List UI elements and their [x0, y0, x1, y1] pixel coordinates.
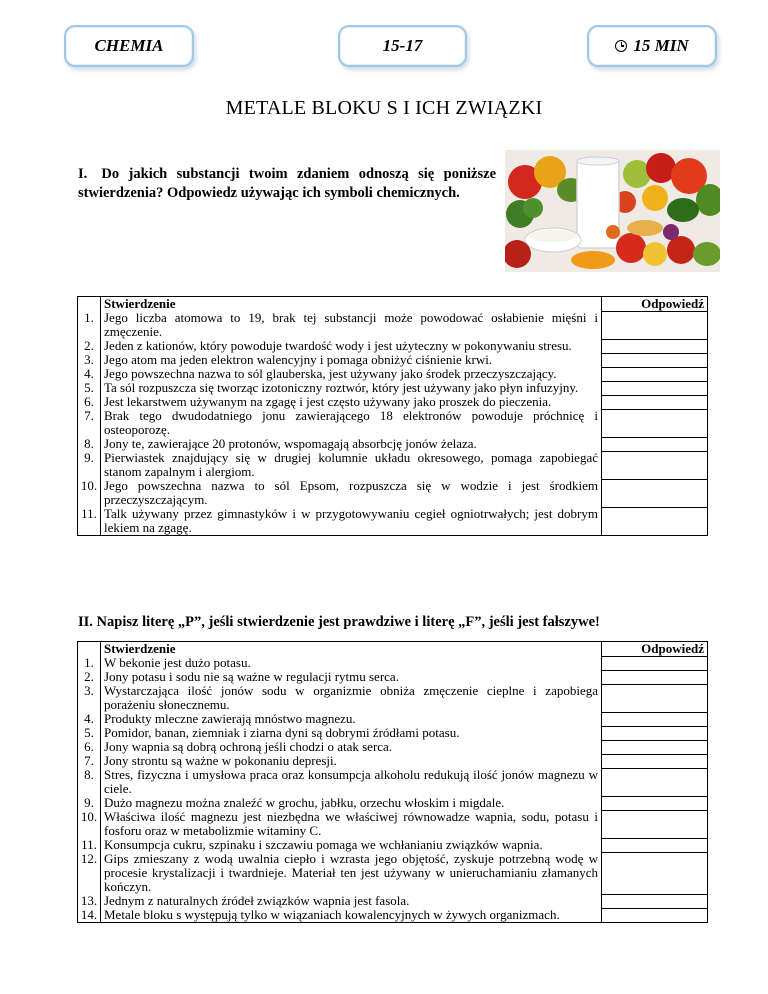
- subject-label: CHEMIA: [94, 36, 164, 55]
- answer-cell[interactable]: [602, 656, 707, 670]
- row-number: 10.: [80, 809, 98, 824]
- answer-cell[interactable]: [602, 754, 707, 768]
- table-section-1: [77, 296, 708, 536]
- row-number: 13.: [80, 893, 98, 908]
- answer-cell[interactable]: [602, 353, 707, 367]
- answer-cell[interactable]: [602, 908, 707, 922]
- food-photo-illustration: [505, 150, 720, 272]
- row-number: 14.: [80, 907, 98, 922]
- section-1-number: I.: [78, 166, 88, 182]
- statement-text: Konsumpcja cukru, szpinaku i szczawiu pomaga we wchłanianiu związków wapnia.: [104, 837, 543, 852]
- statement-text: Jego powszechna nazwa to sól glauberska, jest używany jako środek przeczyszczający.: [104, 366, 557, 381]
- statement-text: Jest lekarstwem używanym na zgagę i jest często używany jako proszek do pieczenia.: [104, 394, 552, 409]
- row-number: 4.: [84, 711, 94, 726]
- answer-cell[interactable]: [602, 451, 707, 479]
- answer-cell[interactable]: [602, 367, 707, 381]
- row-number: 4.: [84, 366, 94, 381]
- row-number: 2.: [84, 669, 94, 684]
- row-number: 11.: [81, 837, 97, 852]
- row-number: 5.: [84, 725, 94, 740]
- page-title: METALE BLOKU S I ICH ZWIĄZKI: [225, 97, 543, 119]
- statement-column-header: Stwierdzenie: [104, 641, 176, 656]
- age-badge: [338, 25, 467, 67]
- statement-text: Jego atom ma jeden elektron walencyjny i pomaga obniżyć ciśnienie krwi.: [104, 352, 493, 367]
- section-2-heading: [78, 613, 738, 632]
- statement-text: Jednym z naturalnych źródeł związków wapnia jest fasola.: [104, 893, 410, 908]
- statement-text: Jego powszechna nazwa to sól Epsom, rozpuszcza się w wodzie i jest środkiem przeczyszczającym.: [104, 478, 598, 507]
- statement-text: W bekonie jest dużo potasu.: [104, 655, 251, 670]
- answer-cell[interactable]: [602, 311, 707, 339]
- statement-text: Metale bloku s występują tylko w wiązaniach kowalencyjnych w żywych organizmach.: [104, 907, 560, 922]
- food-photo: [505, 150, 720, 272]
- answer-cell[interactable]: [602, 796, 707, 810]
- age-label: 15-17: [382, 36, 423, 55]
- answer-column: [602, 642, 708, 923]
- row-number: 3.: [84, 352, 94, 367]
- section-2-text: Napisz literę „P”, jeśli stwierdzenie jest prawdziwe i literę „F”, jeśli jest fałszywe!: [96, 614, 600, 630]
- row-number: 12.: [80, 851, 98, 866]
- answer-cell[interactable]: [602, 395, 707, 409]
- answer-cell[interactable]: [602, 726, 707, 740]
- answer-cell[interactable]: [602, 507, 707, 535]
- answer-cell[interactable]: [602, 838, 707, 852]
- row-number: 8.: [84, 767, 94, 782]
- number-column: [78, 642, 101, 923]
- statement-text: Ta sól rozpuszcza się tworząc izotoniczny roztwór, który jest używany jako płyn infuzyjny.: [104, 380, 579, 395]
- section-1-heading: [78, 165, 496, 203]
- statement-text: Jeden z kationów, który powoduje twardość wody i jest użyteczny w pokonywaniu stresu.: [104, 338, 572, 353]
- row-number: 2.: [84, 338, 94, 353]
- answer-cell[interactable]: [602, 381, 707, 395]
- statement-text: Jony potasu i sodu nie są ważne w regulacji rytmu serca.: [104, 669, 399, 684]
- statement-column: [101, 297, 602, 536]
- row-number: 7.: [84, 753, 94, 768]
- answer-cell[interactable]: [602, 670, 707, 684]
- row-number: 3.: [84, 683, 94, 698]
- answer-cell[interactable]: [602, 437, 707, 451]
- statement-text: Jony wapnia są dobrą ochroną jeśli chodzi o atak serca.: [104, 739, 393, 754]
- statement-text: Jony strontu są ważne w pokonaniu depresji.: [104, 753, 337, 768]
- row-number: 1.: [84, 655, 94, 670]
- row-number: 9.: [84, 795, 94, 810]
- row-number: 6.: [84, 394, 94, 409]
- answer-cell[interactable]: [602, 894, 707, 908]
- row-number: 7.: [84, 408, 94, 423]
- answer-cell[interactable]: [602, 852, 707, 894]
- answer-cell[interactable]: [602, 684, 707, 712]
- statement-column: [101, 642, 602, 923]
- table-section-2: [77, 641, 708, 923]
- statement-text: Brak tego dwudodatniego jonu zawierającego 18 elektronów powoduje próchnicę i osteoporozę.: [104, 408, 598, 437]
- statement-column-header: Stwierdzenie: [104, 296, 176, 311]
- statement-text: Gips zmieszany z wodą uwalnia ciepło i wzrasta jego objętość, zyskuje potrzebną wodę w procesie krystalizacji i twardnieje. Materiał ten jest używany w unieruchamianiu złamanych kończyn.: [104, 851, 598, 894]
- row-number: 6.: [84, 739, 94, 754]
- section-1-text: Do jakich substancji twoim zdaniem odnoszą się poniższe stwierdzenia? Odpowiedz używając ich symboli chemicznych.: [78, 166, 496, 201]
- statement-text: Jego liczba atomowa to 19, brak tej substancji może powodować osłabienie mięśni i zmęczenie.: [104, 310, 598, 339]
- row-number: 8.: [84, 436, 94, 451]
- statement-text: Właściwa ilość magnezu jest niezbędna we właściwej równowadze wapnia, sodu, potasu i fosforu oraz w metabolizmie witaminy C.: [104, 809, 598, 838]
- answer-cell[interactable]: [602, 409, 707, 437]
- row-number: 11.: [81, 506, 97, 521]
- row-number: 1.: [84, 310, 94, 325]
- statement-text: Pomidor, banan, ziemniak i ziarna dyni są dobrymi źródłami potasu.: [104, 725, 460, 740]
- statement-text: Dużo magnezu można znaleźć w grochu, jabłku, orzechu włoskim i migdale.: [104, 795, 505, 810]
- answer-cell[interactable]: [602, 479, 707, 507]
- statement-text: Wystarczająca ilość jonów sodu w organizmie obniża zmęczenie cieplne i zapobiega porażeniu słonecznemu.: [104, 683, 598, 712]
- number-column: [78, 297, 101, 536]
- statement-text: Jony te, zawierające 20 protonów, wspomagają absorbcję jonów żelaza.: [104, 436, 477, 451]
- answer-column-header: Odpowiedź: [641, 641, 704, 656]
- time-badge: [587, 25, 717, 67]
- answer-column: [602, 297, 708, 536]
- answer-column-header: Odpowiedź: [641, 296, 704, 311]
- statement-text: Talk używany przez gimnastyków i w przygotowywaniu cegieł ogniotrwałych; jest dobrym lekiem na zgagę.: [104, 506, 598, 535]
- answer-cell[interactable]: [602, 740, 707, 754]
- row-number: 5.: [84, 380, 94, 395]
- answer-cell[interactable]: [602, 712, 707, 726]
- statement-text: Pierwiastek znajdujący się w drugiej kolumnie układu okresowego, pomaga zapobiegać stanom zapalnym i alergiom.: [104, 450, 598, 479]
- answer-cell[interactable]: [602, 339, 707, 353]
- time-label: 15 MIN: [633, 36, 689, 55]
- clock-icon: [615, 40, 627, 52]
- statement-text: Produkty mleczne zawierają mnóstwo magnezu.: [104, 711, 356, 726]
- row-number: 10.: [80, 478, 98, 493]
- row-number: 9.: [84, 450, 94, 465]
- section-2-number: II.: [78, 614, 93, 630]
- answer-cell[interactable]: [602, 810, 707, 838]
- answer-cell[interactable]: [602, 768, 707, 796]
- subject-badge: [64, 25, 194, 67]
- statement-text: Stres, fizyczna i umysłowa praca oraz konsumpcja alkoholu redukują ilość jonów magnezu w ciele.: [104, 767, 598, 796]
